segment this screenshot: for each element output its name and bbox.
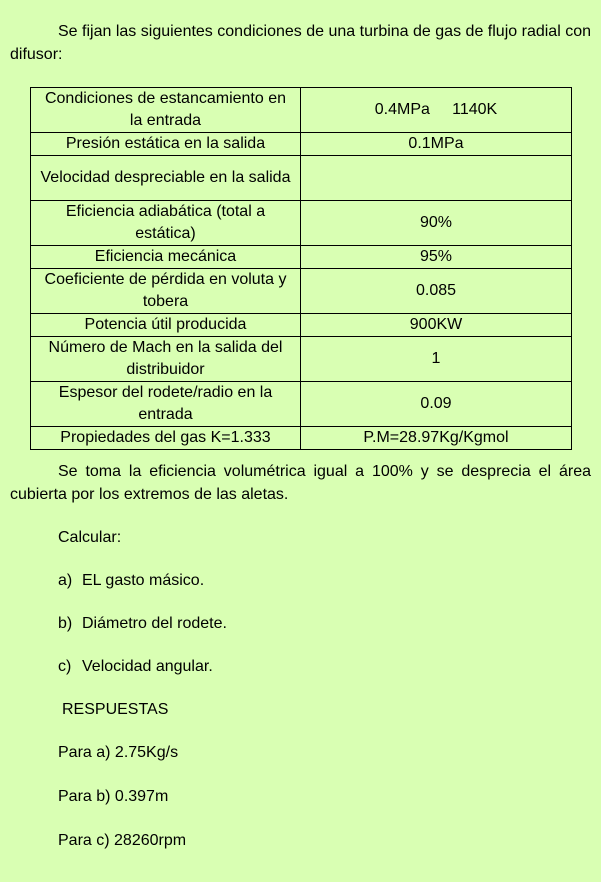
condition-value (301, 156, 572, 201)
condition-label: Espesor del rodete/radio en la entrada (31, 382, 301, 427)
table-row (31, 201, 572, 246)
question-c (58, 657, 213, 677)
condition-label: Potencia útil producida (31, 314, 301, 337)
condition-value: 0.1MPa (301, 133, 572, 156)
condition-value: 0.09 (301, 382, 572, 427)
question-label: c) (58, 658, 72, 675)
answer-c: Para c) 28260rpm (58, 832, 187, 849)
condition-value: P.M=28.97Kg/Kgmol (301, 427, 572, 450)
table-row (31, 314, 572, 337)
table-row (31, 156, 572, 201)
condition-value: 900KW (301, 314, 572, 337)
table-row (31, 133, 572, 156)
table-row (31, 88, 572, 133)
condition-value: 95% (301, 246, 572, 269)
question-b (58, 614, 227, 634)
table-row (31, 246, 572, 269)
condition-label: Coeficiente de pérdida en voluta y tobera (31, 269, 301, 314)
condition-label: Número de Mach en la salida del distribuidor (31, 337, 301, 382)
condition-label: Presión estática en la salida (31, 133, 301, 156)
condition-value: 1 (301, 337, 572, 382)
question-text: Velocidad angular. (82, 658, 213, 675)
condition-label: Propiedades del gas K=1.333 (31, 427, 301, 450)
answer-b: Para b) 0.397m (58, 788, 169, 805)
condition-label: Velocidad despreciable en la salida (31, 156, 301, 201)
condition-value: 0.4MPa 1140K (301, 88, 572, 133)
table-row (31, 269, 572, 314)
condition-label: Eficiencia mecánica (31, 246, 301, 269)
conditions-table (30, 87, 572, 450)
table-row (31, 337, 572, 382)
answer-a: Para a) 2.75Kg/s (58, 744, 179, 761)
calcular-heading: Calcular: (58, 529, 122, 546)
question-label: b) (58, 615, 73, 632)
table-row (31, 427, 572, 450)
respuestas-heading: RESPUESTAS (62, 701, 169, 718)
condition-label: Eficiencia adiabática (total a estática) (31, 201, 301, 246)
question-text: EL gasto másico. (82, 572, 205, 589)
condition-value: 0.085 (301, 269, 572, 314)
intro-paragraph: Se fijan las siguientes condiciones de una turbina de gas de flujo radial con difusor: (10, 23, 591, 63)
table-row (31, 382, 572, 427)
note-paragraph: Se toma la eficiencia volumétrica igual a 100% y se desprecia el área cubierta por los extremos de las aletas. (10, 463, 591, 503)
question-label: a) (58, 572, 73, 589)
question-a (58, 571, 204, 591)
condition-value: 90% (301, 201, 572, 246)
condition-label: Condiciones de estancamiento en la entrada (31, 88, 301, 133)
question-text: Diámetro del rodete. (82, 615, 227, 632)
